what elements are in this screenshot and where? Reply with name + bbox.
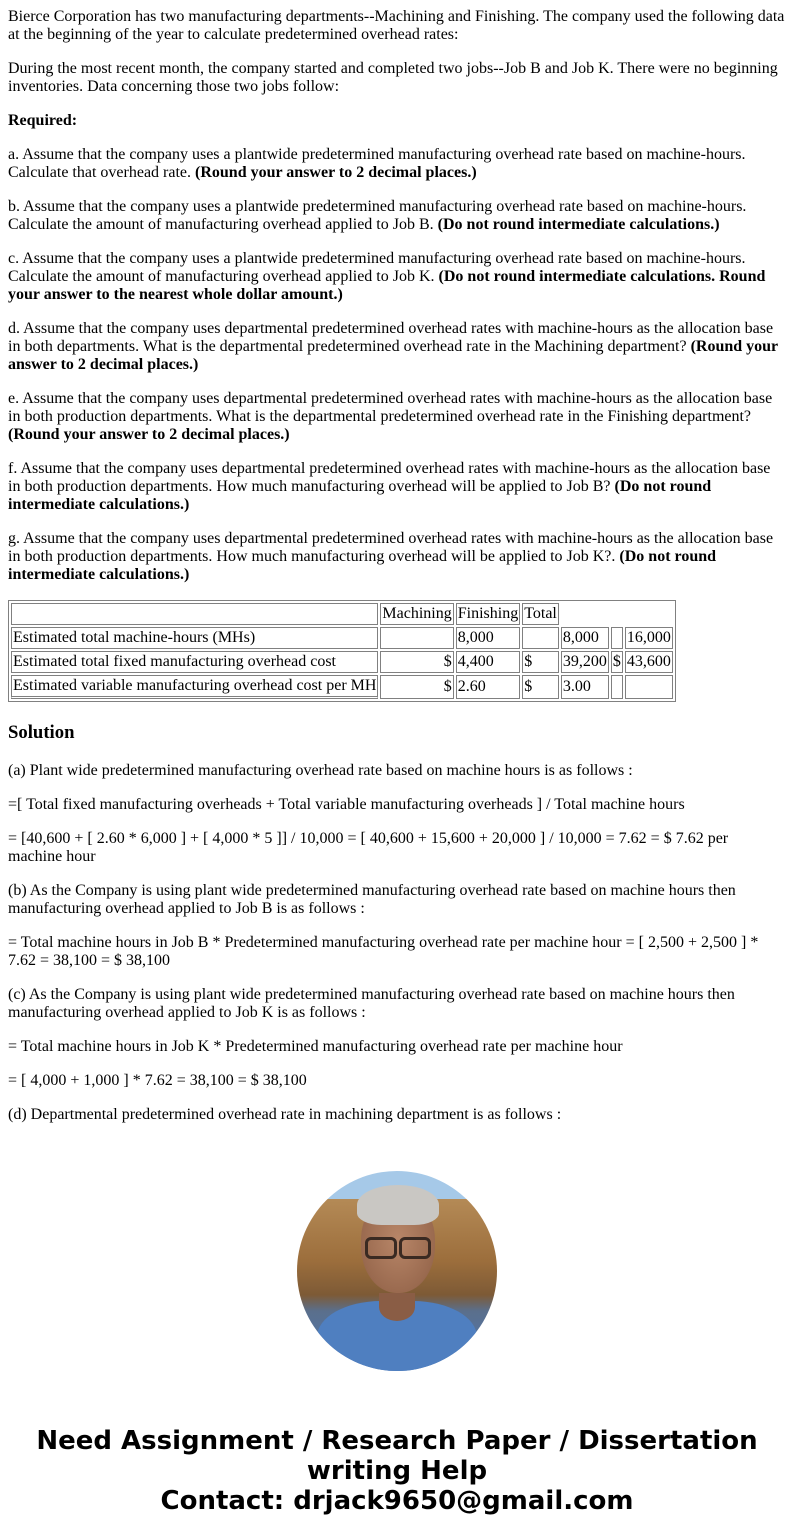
table-cell: $ (611, 651, 623, 673)
table-row (11, 627, 673, 649)
table-header-cell (11, 603, 378, 625)
table-cell: Estimated total fixed manufacturing overhead cost (11, 651, 378, 673)
avatar-neck (379, 1293, 415, 1321)
table-row (11, 675, 673, 699)
solution-paragraph: (b) As the Company is using plant wide predetermined manufacturing overhead rate based on machine hours then manufacturing overhead applied to Job B is as follows : (8, 882, 736, 917)
solution-paragraph: = [ 4,000 + 1,000 ] * 7.62 = 38,100 = $ 38,100 (8, 1072, 307, 1089)
table-cell: Estimated variable manufacturing overhead cost per MH (11, 675, 378, 699)
table-header-cell: Finishing (456, 603, 520, 625)
table-header-cell: Machining (380, 603, 453, 625)
table-header-row (11, 603, 673, 625)
overhead-data-table (8, 600, 676, 702)
glasses-lens-left (365, 1237, 397, 1259)
solution-paragraph: (d) Departmental predetermined overhead rate in machining department is as follows : (8, 1106, 562, 1123)
table-cell (522, 627, 559, 649)
question-e: e. Assume that the company uses departmental predetermined overhead rates with machine-hours as the allocation base in both production departments. What is the departmental predetermined overhead rate in the Finishing department? (Round your answer to 2 decimal places.) (8, 390, 773, 443)
table-cell: 8,000 (561, 627, 609, 649)
promo-line-1: Need Assignment / Research Paper / Dissertation writing Help (36, 1426, 758, 1486)
table-cell (611, 675, 623, 699)
solution-paragraph: = Total machine hours in Job K * Predetermined manufacturing overhead rate per machine hour (8, 1038, 623, 1055)
promo-banner (0, 1426, 794, 1516)
avatar-hair (357, 1185, 439, 1225)
table-row (11, 651, 673, 673)
question-g: g. Assume that the company uses departmental predetermined overhead rates with machine-hours as the allocation base in both production departments. How much manufacturing overhead will be applied to Job K?. (Do not round intermediate calculations.) (8, 530, 774, 583)
avatar-glasses (365, 1237, 431, 1255)
intro-paragraph-2: During the most recent month, the company started and completed two jobs--Job B and Job K. There were no beginning inventories. Data concerning those two jobs follow: (8, 60, 778, 95)
question-b: b. Assume that the company uses a plantwide predetermined manufacturing overhead rate based on machine-hours. Calculate the amount of manufacturing overhead applied to Job B. (Do not round intermediate calculations.) (8, 198, 747, 233)
table-cell (611, 627, 623, 649)
question-f: f. Assume that the company uses departmental predetermined overhead rates with machine-hours as the allocation base in both production departments. How much manufacturing overhead will be applied to Job B? (Do not round intermediate calculations.) (8, 460, 771, 513)
table-cell: $ (380, 651, 453, 673)
table-header-cell: Total (522, 603, 559, 625)
table-cell (380, 627, 453, 649)
solution-heading: Solution (8, 722, 75, 743)
table-cell: 39,200 (561, 651, 609, 673)
solution-paragraph: = Total machine hours in Job B * Predetermined manufacturing overhead rate per machine hour = [ 2,500 + 2,500 ] * 7.62 = 38,100 = $ 38,100 (8, 934, 759, 969)
table-cell: 16,000 (625, 627, 673, 649)
table-cell: $ (380, 675, 453, 699)
table-cell: 8,000 (456, 627, 520, 649)
table-cell: 2.60 (456, 675, 520, 699)
required-heading: Required: (8, 112, 78, 129)
author-avatar (297, 1171, 497, 1371)
question-a: a. Assume that the company uses a plantwide predetermined manufacturing overhead rate based on machine-hours. Calculate that overhead rate. (Round your answer to 2 decimal places.) (8, 146, 746, 181)
table-cell (625, 675, 673, 699)
table-cell: 4,400 (456, 651, 520, 673)
promo-contact: Contact: drjack9650@gmail.com (160, 1486, 634, 1516)
solution-paragraph: = [40,600 + [ 2.60 * 6,000 ] + [ 4,000 * 5 ]] / 10,000 = [ 40,600 + 15,600 + 20,000 ] / 10,000 = 7.62 = $ 7.62 per machine hour (8, 830, 729, 865)
intro-paragraph-1: Bierce Corporation has two manufacturing departments--Machining and Finishing. The company used the following data at the beginning of the year to calculate predetermined overhead rates: (8, 8, 785, 43)
table-cell: 43,600 (625, 651, 673, 673)
solution-paragraph: (a) Plant wide predetermined manufacturing overhead rate based on machine hours is as follows : (8, 762, 633, 779)
table-cell: $ (522, 651, 559, 673)
solution-paragraph: =[ Total fixed manufacturing overheads + Total variable manufacturing overheads ] / Total machine hours (8, 796, 685, 813)
solution-paragraph: (c) As the Company is using plant wide predetermined manufacturing overhead rate based on machine hours then manufacturing overhead applied to Job K is as follows : (8, 986, 735, 1021)
table-cell: $ (522, 675, 559, 699)
glasses-lens-right (399, 1237, 431, 1259)
table-cell: 3.00 (561, 675, 609, 699)
table-cell: Estimated total machine-hours (MHs) (11, 627, 378, 649)
question-d: d. Assume that the company uses departmental predetermined overhead rates with machine-hours as the allocation base in both departments. What is the departmental predetermined overhead rate in the Machining department? (Round your answer to 2 decimal places.) (8, 320, 778, 373)
author-photo-container (0, 1171, 794, 1376)
question-c: c. Assume that the company uses a plantwide predetermined manufacturing overhead rate based on machine-hours. Calculate the amount of manufacturing overhead applied to Job K. (Do not round intermediate calculations. Round your answer to the nearest whole dollar amount.) (8, 250, 766, 303)
